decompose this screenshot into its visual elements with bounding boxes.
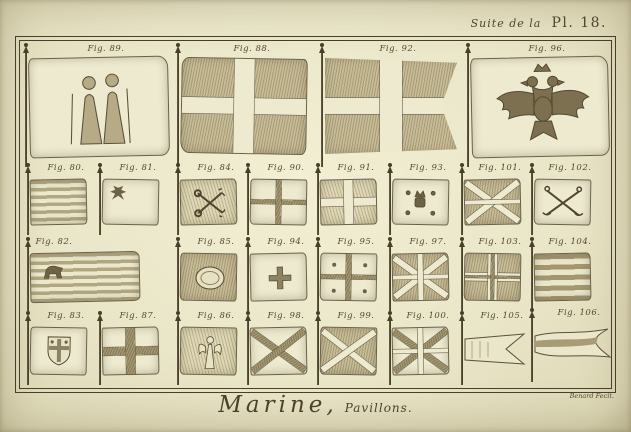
figure-94 [246, 237, 312, 313]
figure-label: Fig. 93. [409, 163, 447, 173]
figure-86 [176, 311, 242, 387]
engraver-credit: Benard Fecit. [569, 392, 614, 400]
crest-icon [107, 184, 129, 204]
flag-dark-cross [250, 179, 308, 226]
flag-white-cross-dark [180, 57, 308, 155]
flag-white-cross-notched [325, 58, 457, 154]
flag-outlined-cross [464, 253, 522, 302]
flagpole [177, 247, 179, 311]
cross-bar-vertical [417, 253, 423, 300]
flagpole [25, 53, 27, 167]
crossed-anchors-icon [541, 185, 586, 222]
figure-98 [246, 311, 312, 387]
flag-cross-roundels [320, 253, 378, 302]
figure-label: Fig. 87. [119, 311, 157, 321]
figure-85 [176, 237, 242, 313]
figure-label: Fig. 88. [233, 44, 271, 54]
figure-104 [530, 237, 596, 313]
figure-label: Fig. 99. [337, 311, 375, 321]
figure-label: Fig. 100. [406, 311, 450, 321]
figure-label: Fig. 105. [480, 311, 524, 321]
figure-95 [316, 237, 382, 313]
double-eagle-illustration [479, 61, 603, 156]
flag-crossed-keys [180, 178, 238, 225]
cross-bar-vertical [126, 327, 136, 374]
flagpole [27, 321, 29, 385]
angel-illustration [195, 330, 226, 375]
figure-label: Fig. 86. [197, 311, 235, 321]
figure-80 [26, 163, 92, 237]
figure-81 [98, 163, 164, 237]
flag-two-saints [28, 56, 170, 159]
figure-label: Fig. 85. [197, 237, 235, 247]
flagpole [317, 321, 319, 385]
flag-crest-hoist [102, 179, 160, 226]
flag-saltire-bar-dark [464, 178, 522, 225]
figure-93 [388, 163, 454, 237]
lion-icon [41, 261, 67, 282]
figure-label: Fig. 96. [528, 44, 566, 54]
flag-dark-cross-wide [102, 326, 160, 375]
series-note [471, 12, 607, 31]
swallowtail-pennant [464, 333, 528, 367]
figure-label: Fig. 94. [267, 237, 305, 247]
caption-title: Marine, [218, 392, 338, 418]
figure-label: Fig. 101. [478, 163, 522, 173]
figure-88 [176, 44, 314, 166]
figure-102 [530, 163, 596, 237]
figure-label: Fig. 92. [379, 44, 417, 54]
flag-angel [180, 327, 238, 376]
roundels-icon [321, 254, 378, 302]
figure-label: Fig. 81. [119, 163, 157, 173]
figure-label: Fig. 102. [548, 163, 592, 173]
figure-82 [26, 237, 164, 313]
figure-97 [388, 237, 454, 313]
flag-light-saltire [320, 327, 378, 376]
figure-84 [176, 163, 242, 237]
flagpole [321, 53, 323, 167]
flag-crowned-arms [392, 179, 450, 226]
figure-100 [388, 311, 454, 387]
flagpole [247, 173, 249, 235]
oval-cartouche-icon [193, 263, 228, 294]
figure-label: Fig. 104. [548, 237, 592, 247]
figure-label: Fig. 95. [337, 237, 375, 247]
flag-stripes [30, 178, 88, 225]
flagpole [461, 247, 463, 311]
figure-89 [24, 44, 174, 166]
series-prefix: Suite de la [470, 17, 542, 30]
crossed-keys-icon [190, 187, 231, 220]
caption-subtitle: Pavillons. [344, 401, 413, 415]
figure-87 [98, 311, 164, 387]
figure-label: Fig. 82. [35, 237, 73, 247]
figure-label: Fig. 84. [197, 163, 235, 173]
flame-pennant [534, 326, 612, 366]
flagpole [389, 173, 391, 235]
flagpole [177, 53, 179, 167]
flagpole [531, 318, 533, 382]
flag-light-cross-hatched [320, 178, 378, 225]
cross-bar-vertical [275, 180, 281, 225]
flagpole [531, 173, 533, 235]
crowned-arms-icon [401, 185, 442, 222]
small-cross-icon [265, 263, 296, 294]
figure-label: Fig. 106. [557, 308, 601, 318]
flag-small-cross [250, 252, 308, 301]
cross-bar-vertical [417, 327, 423, 374]
flag-union-dark [392, 252, 450, 301]
flag-cross-saltire-union [392, 326, 450, 375]
figure-91 [316, 163, 382, 237]
figure-label: Fig. 98. [267, 311, 305, 321]
figure-label: Fig. 80. [47, 163, 85, 173]
flagpole [467, 53, 469, 167]
figure-101 [460, 163, 526, 237]
figure-99 [316, 311, 382, 387]
flagpole [461, 321, 463, 385]
figure-103 [460, 237, 526, 313]
figure-label: Fig. 103. [478, 237, 522, 247]
flag-shield-arms [30, 327, 88, 376]
figure-label: Fig. 83. [47, 311, 85, 321]
two-saints-illustration [57, 65, 143, 151]
figure-105 [460, 311, 530, 387]
cross-bar-vertical [233, 58, 254, 154]
figure-106 [530, 308, 614, 386]
figure-label: Fig. 97. [409, 237, 447, 247]
shield-arms-icon [44, 333, 75, 370]
figure-label: Fig. 91. [337, 163, 375, 173]
figure-92 [320, 44, 462, 166]
flagpole [317, 247, 319, 311]
figure-90 [246, 163, 312, 237]
figure-label: Fig. 90. [267, 163, 305, 173]
flag-dark-saltire [250, 326, 308, 375]
flag-oval-cartouche [180, 253, 238, 302]
cross-bar-vertical [344, 179, 354, 224]
flagpole [99, 173, 101, 235]
flag-stripes-lion [29, 251, 140, 303]
flag-double-eagle [470, 56, 610, 159]
flag-crossed-anchors [534, 179, 592, 226]
figure-label: Fig. 89. [87, 44, 125, 54]
plate-number: Pl. 18. [551, 15, 607, 31]
flag-coarse-stripes [534, 252, 592, 301]
figure-96 [466, 44, 614, 166]
horizontal-bar [464, 199, 520, 205]
flagpole [177, 321, 179, 385]
plate-caption [0, 392, 631, 418]
figure-83 [26, 311, 92, 387]
cross-bar-vertical [380, 58, 401, 154]
